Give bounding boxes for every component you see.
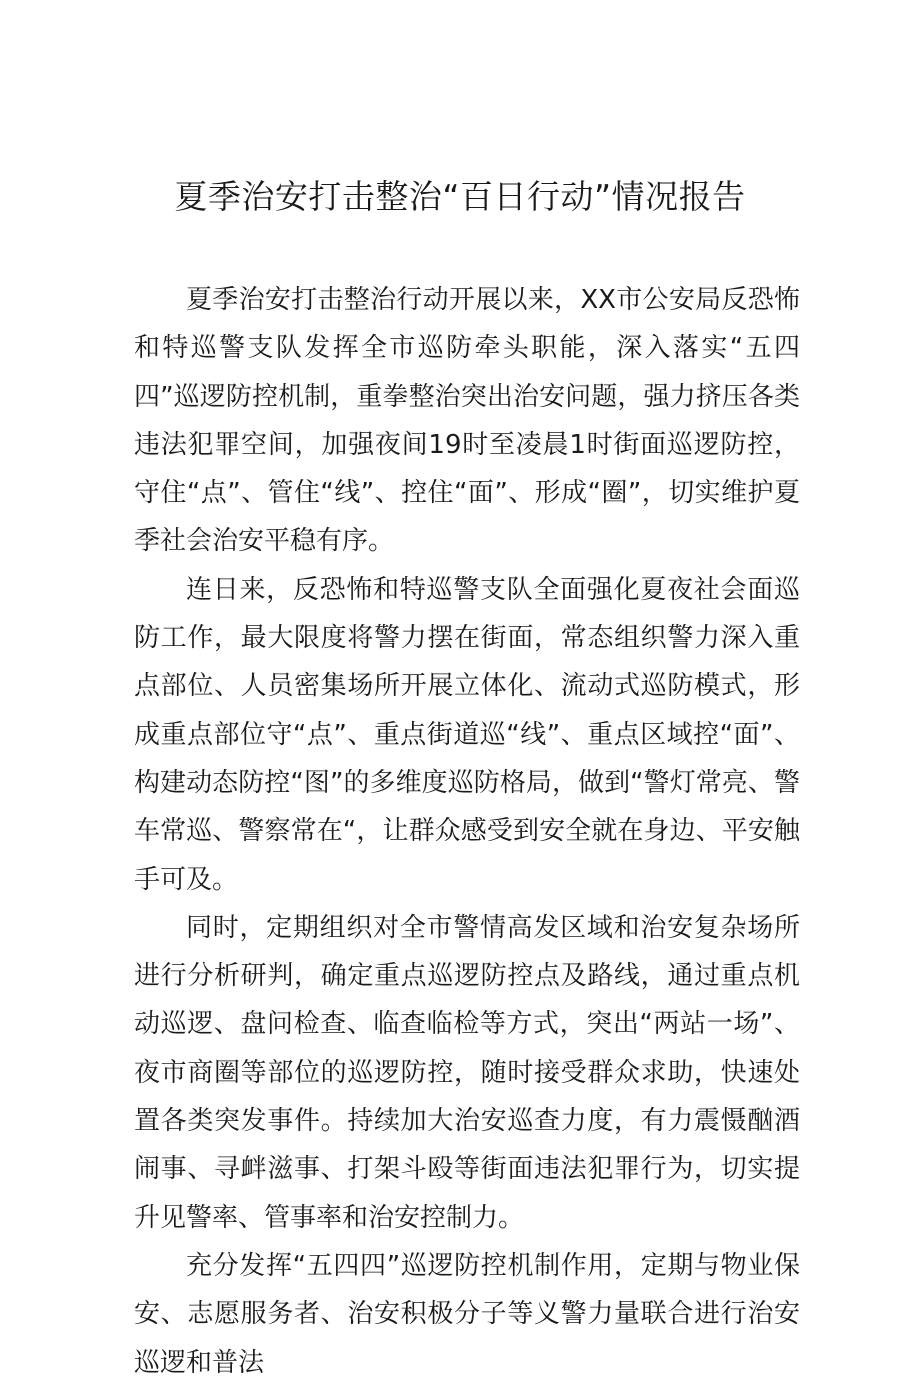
paragraph-3: 同时，定期组织对全市警情高发区域和治安复杂场所进行分析研判，确定重点巡逻防控点及路线，通过重点机动巡逻、盘问检查、临查临检等方式，突出“两站一场”、夜市商圈等部位的巡逻防控，随时接受群众求助，快速处置各类突发事件。持续加大治安巡查力度，有力震慑酗酒闹事、寻衅滋事、打架斗殴等街面违法犯罪行为，切实提升见警率、管事率和治安控制力。 [134,912,800,1233]
paragraph-1: 夏季治安打击整治行动开展以来，XX市公安局反恐怖和特巡警支队发挥全市巡防牵头职能，深入落实“五四四”巡逻防控机制，重拳整治突出治安问题，强力挤压各类违法犯罪空间，加强夜间19时至凌晨1时街面巡逻防控，守住“点”、管住“线”、控住“面”、形成“圈”，切实维护夏季社会治安平稳有序。 [134,285,800,557]
paragraph-4: 充分发挥“五四四”巡逻防控机制作用，定期与物业保安、志愿服务者、治安积极分子等义警力量联合进行治安巡逻和普法 [134,1250,800,1378]
paragraph-2: 连日来，反恐怖和特巡警支队全面强化夏夜社会面巡防工作，最大限度将警力摆在街面，常态组织警力深入重点部位、人员密集场所开展立体化、流动式巡防模式，形成重点部位守“点”、重点街道巡“线”、重点区域控“面”、构建动态防控“图”的多维度巡防格局，做到“警灯常亮、警车常巡、警察常在“，让群众感受到安全就在身边、平安触手可及。 [134,574,800,895]
document-title: 夏季治安打击整治“百日行动”情况报告 [174,177,746,216]
document-body [134,276,800,1387]
